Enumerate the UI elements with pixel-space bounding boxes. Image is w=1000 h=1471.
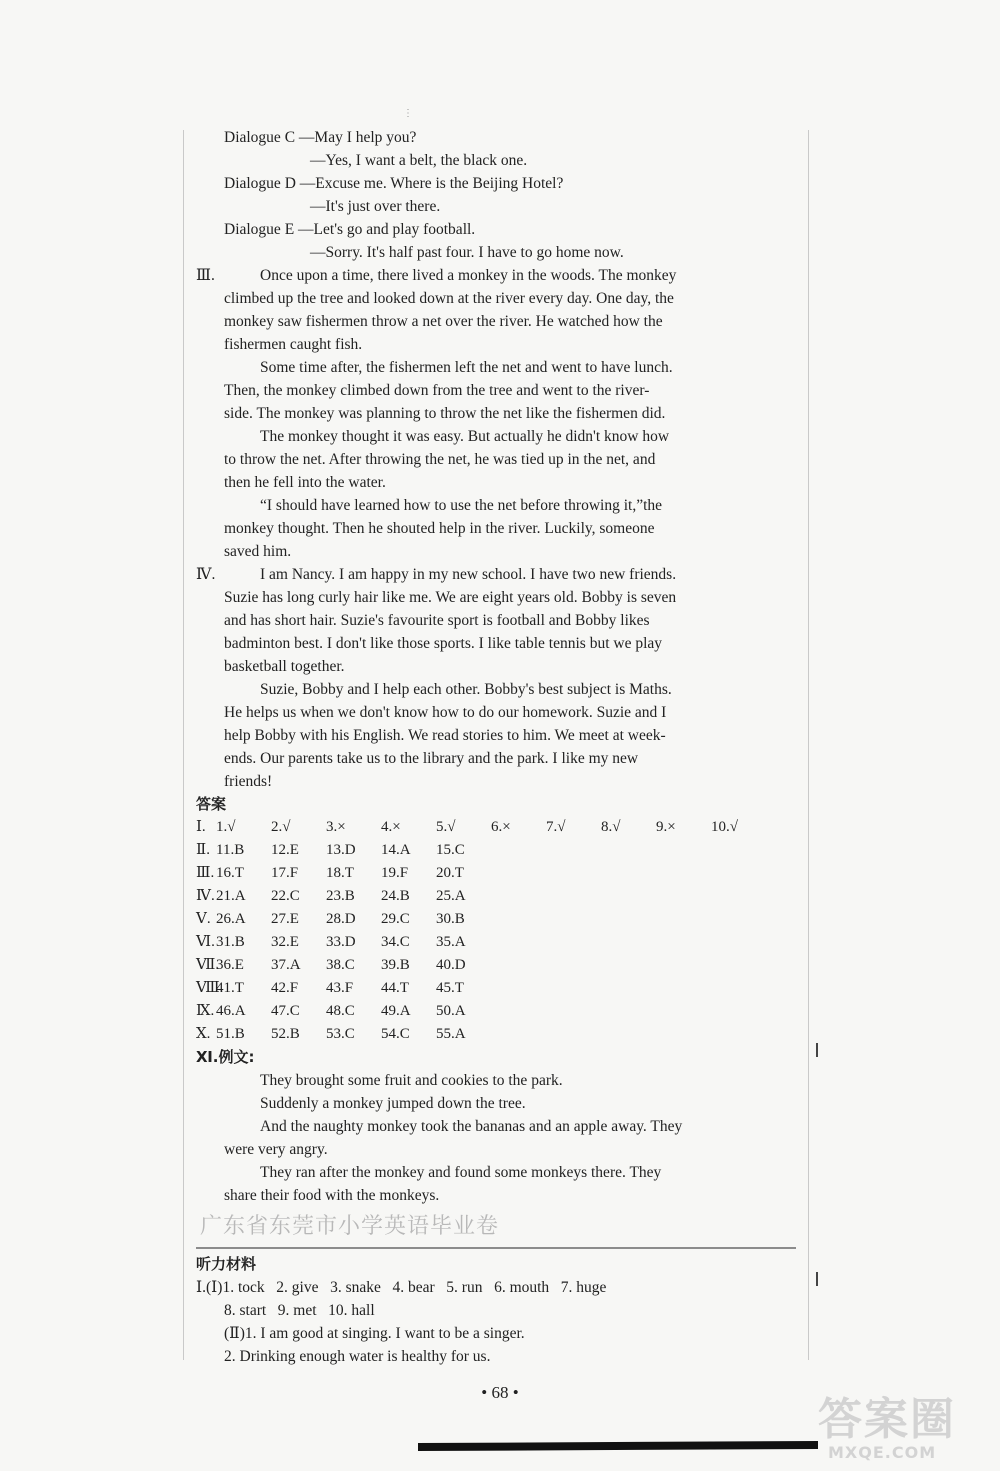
text-line: badminton best. I don't like those sports. I like table tennis but we play [224,635,663,652]
answer-item: 45.T [436,980,464,996]
answer-row [196,977,796,1000]
answer-row [196,862,796,885]
answer-item: 23.B [326,888,355,904]
text-line: 8. start 9. met 10. hall [224,1302,375,1319]
text-line: Suzie, Bobby and I help each other. Bobby's best subject is Maths. [260,681,672,698]
watermark-logo [818,1396,996,1468]
text-line: Suddenly a monkey jumped down the tree. [260,1095,526,1112]
answer-row [196,816,796,839]
answer-item: 35.A [436,934,466,950]
answer-section-number: Ⅷ. [196,980,224,996]
section-number: Ⅲ. [196,267,215,284]
answer-row [196,1000,796,1023]
dialogue-label: Dialogue C [224,129,296,146]
answer-item: 53.C [326,1026,355,1042]
answer-item: 38.C [326,957,355,973]
text-line: monkey thought. Then he shouted help in the river. Luckily, someone [224,520,655,537]
text-line: friends! [224,773,273,790]
answer-section-number: Ⅵ. [196,934,215,950]
scan-mark: ⋮ [403,108,413,119]
answer-item: 9.× [656,819,676,835]
text-line: side. The monkey was planning to throw the net like the fishermen did. [224,405,666,422]
answer-item: 17.F [271,865,299,881]
answer-row [196,908,796,931]
dialogue-label: Dialogue E [224,221,295,238]
text-line: I am Nancy. I am happy in my new school. I have two new friends. [260,566,677,583]
dialogue-e [196,218,796,264]
answer-item: 46.A [216,1003,246,1019]
text-line: Suzie has long curly hair like me. We are eight years old. Bobby is seven [224,589,677,606]
answer-item: 25.A [436,888,466,904]
text-line: Then, the monkey climbed down from the tree and went to the river- [224,382,650,399]
answer-item: 34.C [381,934,410,950]
answers-heading: 答案 [196,795,227,813]
answer-item: 11.B [216,842,245,858]
answer-section-number: Ⅴ. [196,911,211,927]
answer-item: 18.T [326,865,354,881]
text-line: Once upon a time, there lived a monkey in the woods. The monkey [260,267,677,284]
answer-item: 44.T [381,980,409,996]
answer-item: 55.A [436,1026,466,1042]
answer-item: 3.× [326,819,346,835]
answer-row [196,839,796,862]
text-line: help Bobby with his English. We read stories to him. We meet at week- [224,727,666,744]
text-line: climbed up the tree and looked down at the river every day. One day, the [224,290,674,307]
answer-row [196,931,796,954]
answer-item: 48.C [326,1003,355,1019]
banner-title: 广东省东莞市小学英语毕业卷 [200,1214,500,1239]
text-line: “I should have learned how to use the net before throwing it,”the [260,497,663,514]
answer-item: 1.√ [216,819,236,835]
answer-item: 4.× [381,819,401,835]
watermark-text: 答案圈 [818,1394,956,1445]
answer-item: 8.√ [601,819,621,835]
answer-item: 39.B [381,957,410,973]
answer-item: 42.F [271,980,299,996]
text-line: He helps us when we don't know how to do our homework. Suzie and I [224,704,667,721]
answer-section-number: Ⅱ. [196,842,210,858]
answer-item: 50.A [436,1003,466,1019]
answer-item: 33.D [326,934,356,950]
answer-item: 24.B [381,888,410,904]
answer-item: 21.A [216,888,246,904]
answer-item: 10.√ [711,819,738,835]
text-line: to throw the net. After throwing the net, he was tied up in the net, and [224,451,656,468]
answer-item: 12.E [271,842,299,858]
text-line: The monkey thought it was easy. But actually he didn't know how [260,428,670,445]
answer-section-number: Ⅶ. [196,957,220,973]
watermark-url: MXQE.COM [828,1443,937,1462]
answer-item: 5.√ [436,819,456,835]
answer-item: 30.B [436,911,465,927]
answer-item: 32.E [271,934,299,950]
section-number: Ⅰ. [196,1279,206,1296]
answer-item: 16.T [216,865,244,881]
text-line: fishermen caught fish. [224,336,363,353]
example-heading: Ⅺ.例文: [196,1048,255,1066]
dialogue-question: —Let's go and play football. [298,221,476,238]
answer-item: 6.× [491,819,511,835]
page-content [196,126,796,1368]
answer-item: 52.B [271,1026,300,1042]
answer-item: 20.T [436,865,464,881]
page-number: • 68 • [481,1383,519,1402]
text-line: Some time after, the fishermen left the net and went to have lunch. [260,359,673,376]
example-essay [196,1069,796,1207]
text-line: And the naughty monkey took the bananas and an apple away. They [260,1118,683,1135]
answer-item: 37.A [271,957,301,973]
answer-item: 41.T [216,980,244,996]
answer-section-number: Ⅹ. [196,1026,211,1042]
answer-row [196,885,796,908]
part-label: (Ⅰ) [206,1279,223,1296]
answer-item: 47.C [271,1003,300,1019]
text-line: then he fell into the water. [224,474,386,491]
answer-row [196,1023,796,1046]
answer-item: 13.D [326,842,356,858]
section-4-passage [196,563,796,793]
text-line: 2. Drinking enough water is healthy for us. [224,1348,491,1365]
answer-row [196,954,796,977]
dialogue-answer: —Yes, I want a belt, the black one. [310,152,528,169]
dialogue-answer: —It's just over there. [310,198,441,215]
part-label: (Ⅱ) [224,1325,245,1342]
answer-item: 51.B [216,1026,245,1042]
text-line: were very angry. [224,1141,328,1158]
text-line: They ran after the monkey and found some monkeys there. They [260,1164,662,1181]
answer-item: 19.F [381,865,409,881]
text-line: share their food with the monkeys. [224,1187,440,1204]
dialogue-label: Dialogue D [224,175,296,192]
answer-item: 7.√ [546,819,566,835]
dialogue-d [196,172,796,218]
margin-tick [816,1272,818,1286]
answer-section-number: Ⅲ. [196,865,215,881]
answer-section-number: Ⅸ. [196,1003,215,1019]
right-margin-rule [808,130,809,1360]
answer-item: 54.C [381,1026,410,1042]
answer-item: 26.A [216,911,246,927]
margin-tick [816,1043,818,1057]
dialogue-question: —May I help you? [298,129,417,146]
dialogue-c [196,126,796,172]
section-3-passage [196,264,796,563]
answer-item: 15.C [436,842,465,858]
text-line: and has short hair. Suzie's favourite sport is football and Bobby likes [224,612,650,629]
answer-item: 40.D [436,957,466,973]
answer-item: 14.A [381,842,411,858]
answer-item: 27.E [271,911,299,927]
answer-item: 36.E [216,957,244,973]
text-line: ends. Our parents take us to the library and the park. I like my new [224,750,639,767]
answer-section-number: Ⅳ. [196,888,215,904]
answer-item: 49.A [381,1003,411,1019]
dialogue-question: —Excuse me. Where is the Beijing Hotel? [299,175,564,192]
answer-item: 29.C [381,911,410,927]
answer-item: 28.D [326,911,356,927]
left-margin-rule [183,130,184,1360]
answer-item: 22.C [271,888,300,904]
listening-material [196,1276,796,1368]
text-line: They brought some fruit and cookies to the park. [260,1072,563,1089]
dialogue-answer: —Sorry. It's half past four. I have to go home now. [310,244,624,261]
answer-item: 43.F [326,980,354,996]
section-number: Ⅳ. [196,566,216,583]
bottom-bar [418,1441,818,1451]
text-line: monkey saw fishermen throw a net over the river. He watched how the [224,313,663,330]
answer-section-number: Ⅰ. [196,819,206,835]
section-banner [196,1213,796,1249]
listening-heading: 听力材料 [196,1255,257,1273]
answer-item: 31.B [216,934,245,950]
answer-key [196,816,796,1046]
text-line: 1. I am good at singing. I want to be a singer. [244,1325,525,1342]
text-line: basketball together. [224,658,345,675]
answer-item: 2.√ [271,819,291,835]
text-line: 1. tock 2. give 3. snake 4. bear 5. run 6. mouth 7. huge [222,1279,607,1296]
text-line: saved him. [224,543,292,560]
